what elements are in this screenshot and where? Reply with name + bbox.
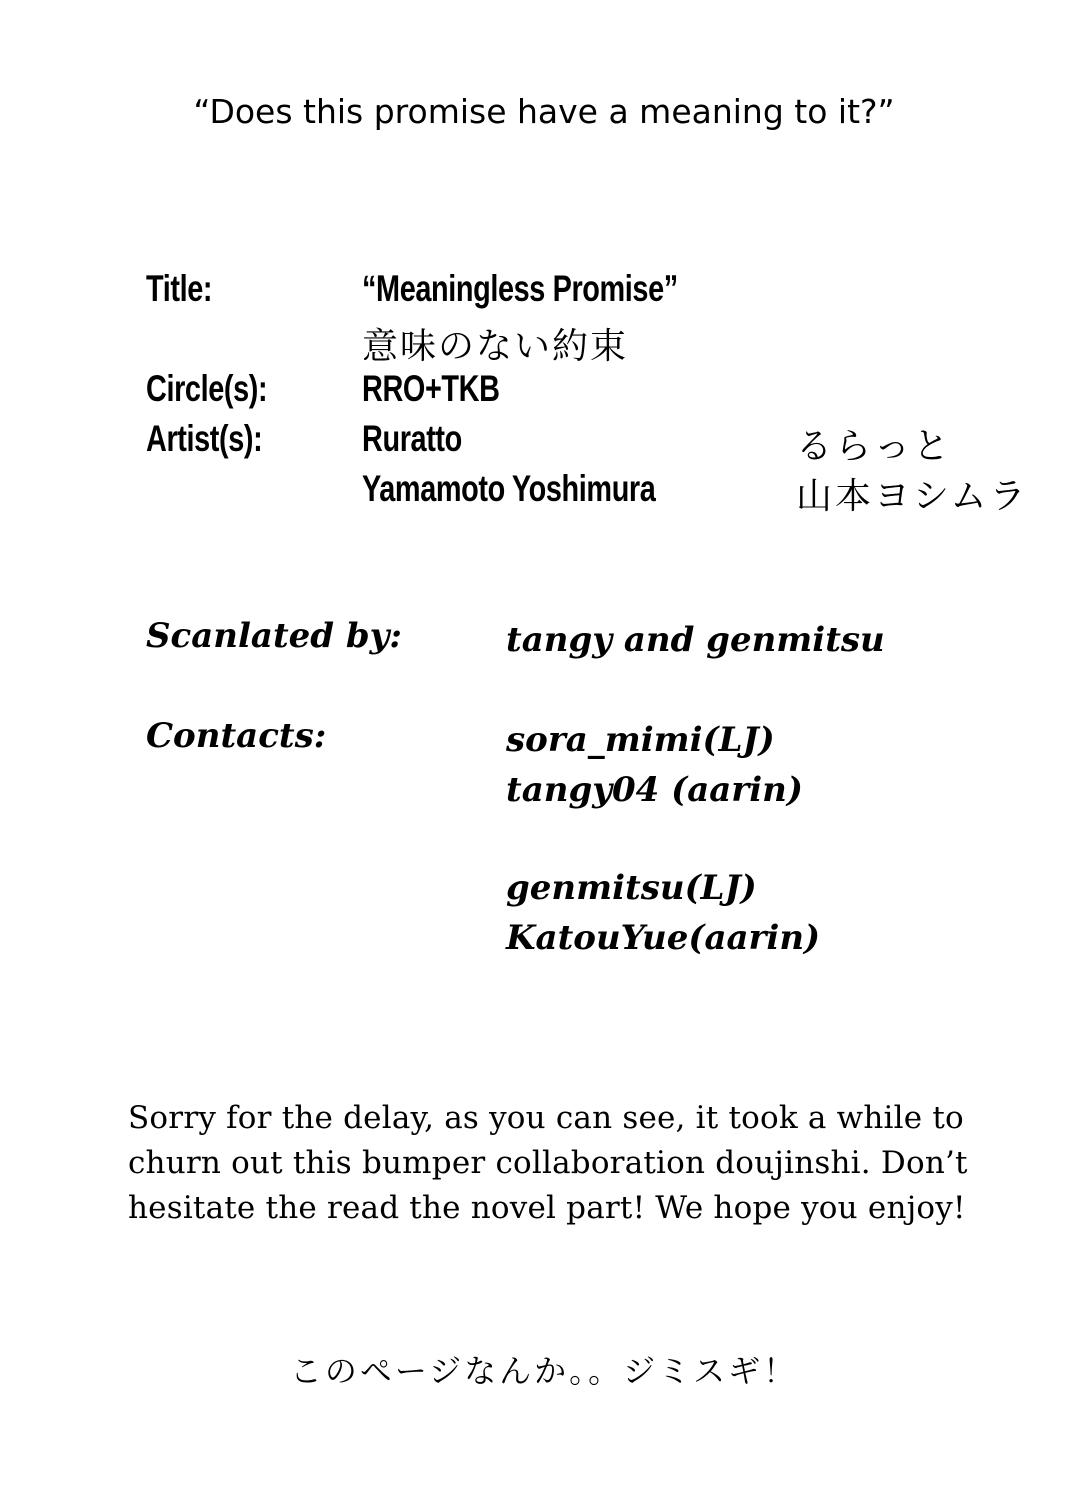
title-label: Title: [146, 268, 213, 309]
title-jp-row [146, 318, 1066, 368]
scanlation-credits [146, 616, 1046, 958]
note-line: churn out this bumper collaboration doujinshi. Don’t [128, 1145, 968, 1181]
circles-value: RRO+TKB [362, 368, 500, 409]
artists-label: Artist(s): [146, 418, 263, 459]
scanlated-row [146, 616, 1046, 716]
title-japanese: 意味のない約束 [362, 326, 629, 367]
contacts-label: Contacts: [146, 716, 327, 756]
circles-row [146, 368, 1066, 418]
artist-japanese: るらっと [796, 426, 953, 467]
artist-romaji: Ruratto [362, 418, 462, 459]
title-english: “Meaningless Promise” [362, 268, 678, 309]
contacts-list [506, 716, 820, 964]
contact-item: sora_mimi(LJ) [506, 720, 775, 760]
artist-row [146, 418, 1066, 468]
artist-row [146, 468, 1066, 518]
contact-item: genmitsu(LJ) [506, 868, 757, 908]
scanlated-label: Scanlated by: [146, 616, 402, 656]
translator-note [128, 1096, 1028, 1231]
contact-item: tangy04 (aarin) [506, 770, 803, 810]
doujinshi-info [146, 268, 1066, 518]
tagline-quote: “Does this promise have a meaning to it?” [193, 92, 895, 131]
artist-romaji: Yamamoto Yoshimura [362, 468, 656, 509]
circles-label: Circle(s): [146, 368, 268, 409]
scanlated-value: tangy and genmitsu [506, 620, 885, 660]
artist-japanese: 山本ヨシムラ [796, 476, 1029, 517]
note-line: hesitate the read the novel part! We hope you enjoy! [128, 1190, 966, 1226]
footer-japanese-note: このページなんか。。ジミスギ！ [289, 1352, 799, 1390]
note-line: Sorry for the delay, as you can see, it took a while to [128, 1100, 964, 1136]
title-row [146, 268, 1066, 318]
contact-item: KatouYue(aarin) [506, 918, 821, 958]
